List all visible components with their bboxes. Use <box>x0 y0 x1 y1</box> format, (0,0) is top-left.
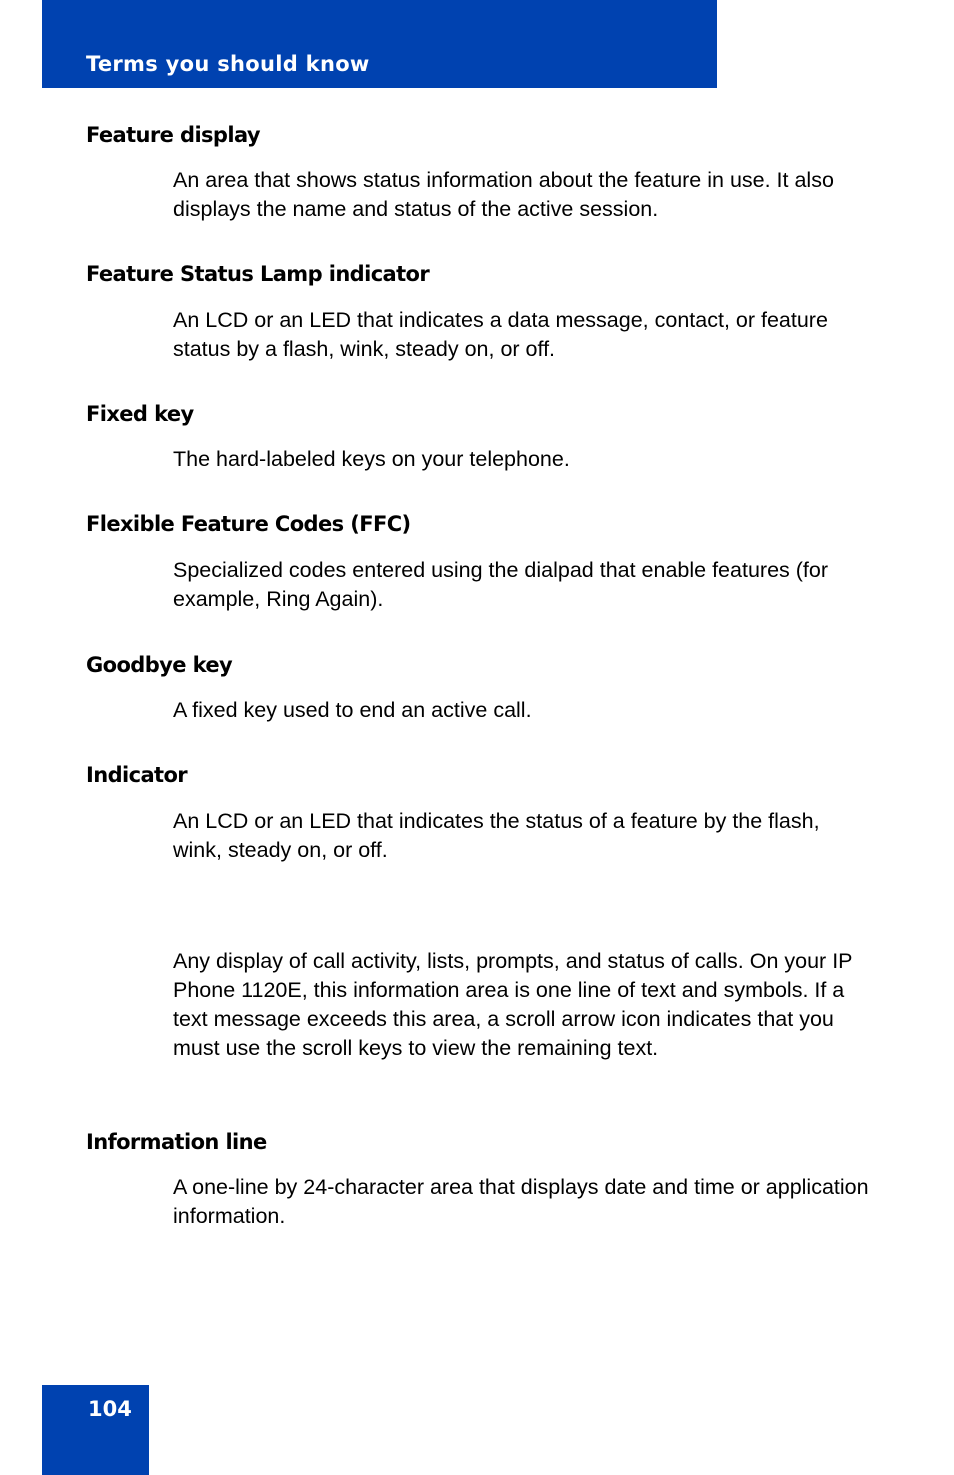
definition-information-line: A one-line by 24-character area that displays date and time or application information. <box>173 1175 869 1228</box>
definition-flexible-feature-codes: Specialized codes entered using the dialpad that enable features (for example, Ring Again). <box>173 558 828 611</box>
term-flexible-feature-codes: Flexible Feature Codes (FFC) <box>86 512 411 536</box>
definition-information-area: Any display of call activity, lists, prompts, and status of calls. On your IP Phone 1120E, this information area is one line of text and symbols. If a text message exceeds this area, a scroll arrow icon indicates that you must use the scroll keys to view the remaining text. <box>173 949 853 1060</box>
header-bar <box>42 0 717 88</box>
term-information-line: Information line <box>86 1130 267 1154</box>
term-feature-status-lamp-indicator: Feature Status Lamp indicator <box>86 262 430 286</box>
page-number: 104 <box>88 1397 132 1421</box>
term-goodbye-key: Goodbye key <box>86 653 233 677</box>
definition-feature-status-lamp-indicator: An LCD or an LED that indicates a data message, contact, or feature status by a flash, wink, steady on, or off. <box>173 308 828 361</box>
term-feature-display: Feature display <box>86 123 260 147</box>
section-title: Terms you should know <box>86 52 370 76</box>
definition-indicator: An LCD or an LED that indicates the status of a feature by the flash, wink, steady on, or off. <box>173 809 820 862</box>
page-number-box <box>42 1385 149 1475</box>
definition-fixed-key: The hard-labeled keys on your telephone. <box>173 447 570 471</box>
term-indicator: Indicator <box>86 763 188 787</box>
term-fixed-key: Fixed key <box>86 402 194 426</box>
definition-feature-display: An area that shows status information about the feature in use. It also displays the name and status of the active session. <box>173 168 834 221</box>
definition-goodbye-key: A fixed key used to end an active call. <box>173 698 532 722</box>
